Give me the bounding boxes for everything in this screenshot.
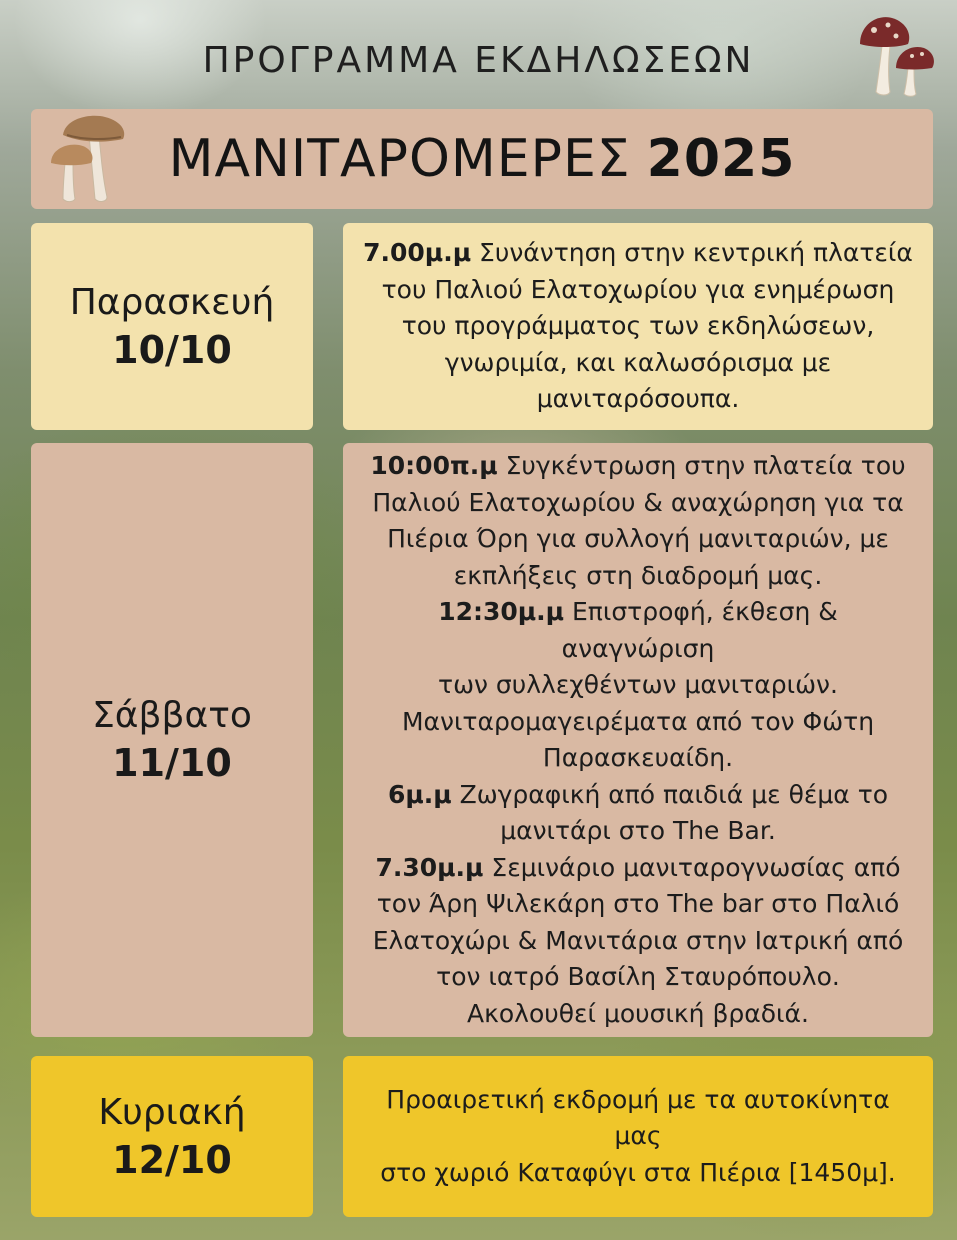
event-text: γνωριμία, και καλωσόρισμα με	[444, 347, 832, 377]
event-text: τον Άρη Ψιλεκάρη στο The bar στο Παλιό	[376, 889, 900, 918]
event-text: τον ιατρό Βασίλη Σταυρόπουλο.	[436, 962, 840, 991]
day-name: Κυριακή	[98, 1091, 246, 1133]
event-text: εκπλήξεις στη διαδρομή μας.	[453, 560, 823, 590]
event-text: του προγράμματος των εκδηλώσεων,	[401, 311, 875, 341]
day-box-sunday	[31, 1056, 313, 1217]
day-box-saturday	[31, 443, 313, 1037]
event-text: Προαιρετική εκδρομή με τα αυτοκίνητα μας	[386, 1084, 890, 1151]
event-entry	[363, 235, 913, 418]
event-text: Ζωγραφική από παιδιά με θέμα το	[451, 779, 889, 809]
event-time: 7.30μ.μ	[375, 852, 484, 882]
page-title: ΠΡΟΓΡΑΜΜΑ ΕΚΔΗΛΩΣΕΩΝ	[202, 40, 755, 81]
event-text: Συνάντηση στην κεντρική πλατεία	[471, 238, 913, 268]
event-text: μανιταρόσουπα.	[536, 384, 740, 414]
event-text: των συλλεχθέντων μανιταριών.	[438, 670, 838, 699]
event-time: 6μ.μ	[387, 779, 452, 809]
event-time: 7.00μ.μ	[363, 238, 472, 268]
event-text: μανιτάρι στο The Bar.	[500, 816, 776, 845]
event-text: Παλιού Ελατοχωρίου & αναχώρηση για τα	[372, 487, 904, 517]
event-text: Ακολουθεί μουσική βραδιά.	[467, 998, 809, 1028]
event-entry	[361, 448, 915, 1032]
day-date: 12/10	[112, 1137, 232, 1182]
event-time: 10:00π.μ	[370, 451, 498, 480]
event-text: Συγκέντρωση στην πλατεία του	[497, 451, 906, 480]
event-text: Πιέρια Όρη για συλλογή μανιταριών, με	[387, 524, 889, 553]
day-date: 10/10	[112, 327, 232, 372]
event-text: Σεμινάριο μανιταρογνωσίας από	[483, 852, 901, 882]
mushroom-red-icon	[856, 12, 936, 98]
banner-title-text: ΜΑΝΙΤΑΡΟΜΕΡΕΣ	[168, 129, 631, 189]
title-banner	[31, 109, 933, 209]
day-name: Παρασκευή	[69, 281, 275, 323]
event-entry	[361, 1082, 915, 1192]
event-text: Επιστροφή, έκθεση & αναγνώριση	[561, 597, 838, 663]
banner-year: 2025	[646, 129, 796, 189]
event-text: Παρασκευαίδη.	[542, 743, 734, 772]
event-text: του Παλιού Ελατοχωρίου για ενημέρωση	[381, 274, 895, 304]
day-date: 11/10	[112, 741, 232, 785]
events-box-saturday	[343, 443, 933, 1037]
banner-title	[31, 109, 933, 209]
day-name: Σάββατο	[92, 695, 252, 736]
event-text: Μανιταρομαγειρέματα από τον Φώτη	[401, 706, 875, 736]
event-text: Ελατοχώρι & Μανιτάρια στην Ιατρική από	[372, 925, 904, 955]
events-box-sunday	[343, 1056, 933, 1217]
event-time: 12:30μ.μ	[438, 597, 565, 626]
day-box-friday	[31, 223, 313, 430]
event-text: στο χωριό Καταφύγι στα Πιέρια [1450μ].	[380, 1157, 896, 1187]
events-box-friday	[343, 223, 933, 430]
